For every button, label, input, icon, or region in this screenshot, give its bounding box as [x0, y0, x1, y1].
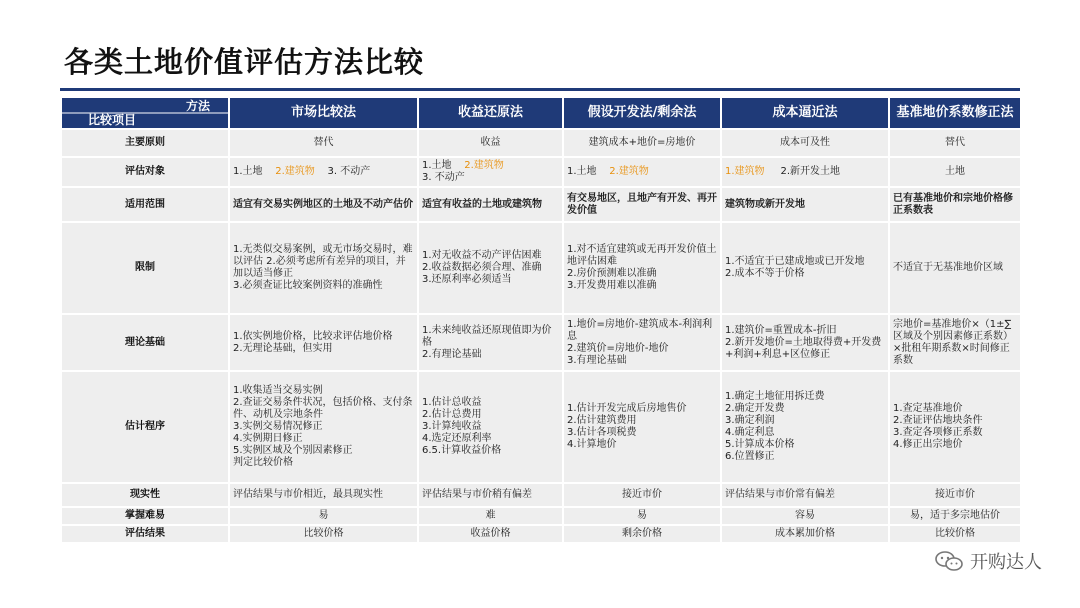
- cell: 土地: [890, 158, 1020, 186]
- line: 1.依实例地价格，比较求评估地价格: [233, 330, 393, 342]
- cell: 替代: [890, 130, 1020, 156]
- line: 2.收益数据必须合理、准确: [422, 262, 542, 273]
- line: 2.估计建筑费用: [567, 415, 637, 426]
- header-residual: 假设开发法/剩余法: [564, 98, 720, 128]
- watermark: [934, 548, 1042, 574]
- line: 4.实例期日修正: [233, 433, 303, 444]
- cell: [564, 223, 720, 313]
- cell: 适宜有交易实例地区的土地及不动产估价: [230, 188, 417, 221]
- rowhead-principle: 主要原则: [62, 130, 228, 156]
- cell: 易: [564, 508, 720, 524]
- line: 2.查证交易条件状况，包括价格、支付条件、动机及宗地条件: [233, 397, 413, 420]
- cell: 建筑成本+地价=房地价: [564, 130, 720, 156]
- line: 3.查定各项修正系数: [893, 427, 983, 438]
- object-land: 1.土地: [422, 160, 452, 171]
- line: 6.5.计算收益价格: [422, 445, 502, 456]
- line: 2.确定开发费: [725, 403, 785, 414]
- rowhead-limits: 限制: [62, 223, 228, 313]
- cell: 评估结果与市价常有偏差: [722, 484, 888, 506]
- line: 1.不适宜于已建成地或已开发地: [725, 256, 865, 267]
- line: 5.实例区域及个别因素修正: [233, 445, 353, 456]
- cell: 已有基准地价和宗地价格修正系数表: [890, 188, 1020, 221]
- object-building: 2.建筑物: [609, 166, 649, 177]
- line: 1.查定基准地价: [893, 403, 963, 414]
- line: 2.查证评估地块条件: [893, 415, 983, 426]
- cell: [722, 315, 888, 370]
- corner-method-label: 方法: [185, 99, 210, 113]
- cell: 剩余价格: [564, 526, 720, 542]
- cell: [230, 372, 417, 482]
- row-object: [62, 158, 1020, 186]
- line: 2.估计总费用: [422, 409, 482, 420]
- header-market-comparison: 市场比较法: [230, 98, 417, 128]
- rowhead-reality: 现实性: [62, 484, 228, 506]
- cell: 比较价格: [890, 526, 1020, 542]
- line: 1.估计开发完成后房地售价: [567, 403, 687, 414]
- cell: [722, 223, 888, 313]
- cell: 成本累加价格: [722, 526, 888, 542]
- line: 2.成本不等于价格: [725, 268, 805, 279]
- cell: 评估结果与市价相近，最具现实性: [230, 484, 417, 506]
- cell: 易，适于多宗地估价: [890, 508, 1020, 524]
- row-principle: [62, 130, 1020, 156]
- cell: [890, 372, 1020, 482]
- row-limits: [62, 223, 1020, 313]
- row-reality: [62, 484, 1020, 506]
- line: 1.无类似交易案例，或无市场交易时，难以评估 2.必须考虑所有差异的项目，并加以适当修正: [233, 244, 413, 279]
- header-cost: 成本逼近法: [722, 98, 888, 128]
- row-theory: [62, 315, 1020, 370]
- line: 3.开发费用难以准确: [567, 280, 657, 291]
- row-difficulty: [62, 508, 1020, 524]
- cell: 难: [419, 508, 562, 524]
- rowhead-procedure: 估计程序: [62, 372, 228, 482]
- cell: 不适宜于无基准地价区域: [890, 223, 1020, 313]
- rowhead-theory: 理论基础: [62, 315, 228, 370]
- cell: 替代: [230, 130, 417, 156]
- line: 1.确定土地征用拆迁费: [725, 391, 825, 402]
- header-income: 收益还原法: [419, 98, 562, 128]
- cell: [419, 372, 562, 482]
- line: 2.房价预测难以准确: [567, 268, 657, 279]
- header-row: [62, 98, 1020, 128]
- cell: 易: [230, 508, 417, 524]
- cell: [564, 372, 720, 482]
- page-title: 各类土地价值评估方法比较: [64, 45, 425, 79]
- object-building: 2.建筑物: [464, 160, 504, 171]
- cell: [722, 372, 888, 482]
- line: 2.建筑价=房地价-地价: [567, 342, 669, 354]
- cell: [419, 315, 562, 370]
- cell: [419, 158, 562, 186]
- cell: 收益价格: [419, 526, 562, 542]
- row-procedure: [62, 372, 1020, 482]
- line: 2.无理论基础，但实用: [233, 342, 333, 354]
- line: 3.确定利润: [725, 415, 775, 426]
- line: 3.估计各项税费: [567, 427, 637, 438]
- watermark-text: 开购达人: [970, 552, 1042, 573]
- title-underline: [60, 88, 1020, 91]
- cell: 收益: [419, 130, 562, 156]
- row-result: [62, 526, 1020, 542]
- rowhead-object: 评估对象: [62, 158, 228, 186]
- row-scope: [62, 188, 1020, 221]
- cell: 接近市价: [564, 484, 720, 506]
- cell: [722, 158, 888, 186]
- cell: [230, 315, 417, 370]
- comparison-table: [60, 96, 1022, 544]
- rowhead-result: 评估结果: [62, 526, 228, 542]
- cell: [564, 158, 720, 186]
- object-new-land: 2.新开发土地: [780, 166, 840, 177]
- line: 1.未来纯收益还原现值即为价格: [422, 324, 552, 348]
- object-realty: 3. 不动产: [422, 172, 465, 183]
- cell: [564, 315, 720, 370]
- line: 1.收集适当交易实例: [233, 385, 323, 396]
- object-building: 1.建筑物: [725, 166, 765, 177]
- rowhead-scope: 适用范围: [62, 188, 228, 221]
- line: 判定比较价格: [233, 457, 293, 468]
- line: 2.新开发地价=土地取得费+开发费+利润+利息+区位修正: [725, 336, 882, 360]
- line: 3.计算纯收益: [422, 421, 482, 432]
- line: 3.还原利率必须适当: [422, 274, 512, 285]
- cell: [230, 158, 417, 186]
- line: 1.建筑价=重置成本-折旧: [725, 324, 837, 336]
- object-building: 2.建筑物: [275, 166, 315, 177]
- header-benchmark: 基准地价系数修正法: [890, 98, 1020, 128]
- cell: 成本可及性: [722, 130, 888, 156]
- cell: [419, 223, 562, 313]
- object-land: 1.土地: [233, 166, 263, 177]
- line: 3.有理论基础: [567, 354, 627, 366]
- cell: 有交易地区，且地产有开发、再开发价值: [564, 188, 720, 221]
- object-realty: 3. 不动产: [327, 166, 371, 177]
- line: 3.必须查证比较案例资料的准确性: [233, 280, 383, 291]
- cell: 比较价格: [230, 526, 417, 542]
- header-corner: [62, 98, 228, 128]
- cell: [230, 223, 417, 313]
- cell: 容易: [722, 508, 888, 524]
- line: 2.有理论基础: [422, 348, 482, 360]
- line: 1.地价=房地价-建筑成本-利润利息: [567, 318, 713, 342]
- line: 5.计算成本价格: [725, 439, 795, 450]
- rowhead-difficulty: 掌握难易: [62, 508, 228, 524]
- line: 1.对无收益不动产评估困难: [422, 250, 542, 261]
- cell: 接近市价: [890, 484, 1020, 506]
- object-land: 1.土地: [567, 166, 597, 177]
- line: 6.位置修正: [725, 451, 775, 462]
- cell: 建筑物或新开发地: [722, 188, 888, 221]
- line: 4.修正出宗地价: [893, 439, 963, 450]
- line: 4.计算地价: [567, 439, 617, 450]
- line: 4.选定还原利率: [422, 433, 492, 444]
- line: 4.确定利息: [725, 427, 775, 438]
- line: 1.估计总收益: [422, 397, 482, 408]
- cell: 适宜有收益的土地或建筑物: [419, 188, 562, 221]
- cell: 宗地价=基准地价×（1±∑区域及个别因素修正系数）×批租年期系数×时间修正系数: [890, 315, 1020, 370]
- corner-item-label: 比较项目: [88, 113, 137, 127]
- line: 1.对不适宜建筑或无再开发价值土地评估困难: [567, 244, 717, 267]
- cell: 评估结果与市价稍有偏差: [419, 484, 562, 506]
- line: 3.实例交易情况修正: [233, 421, 323, 432]
- wechat-icon: [934, 550, 964, 572]
